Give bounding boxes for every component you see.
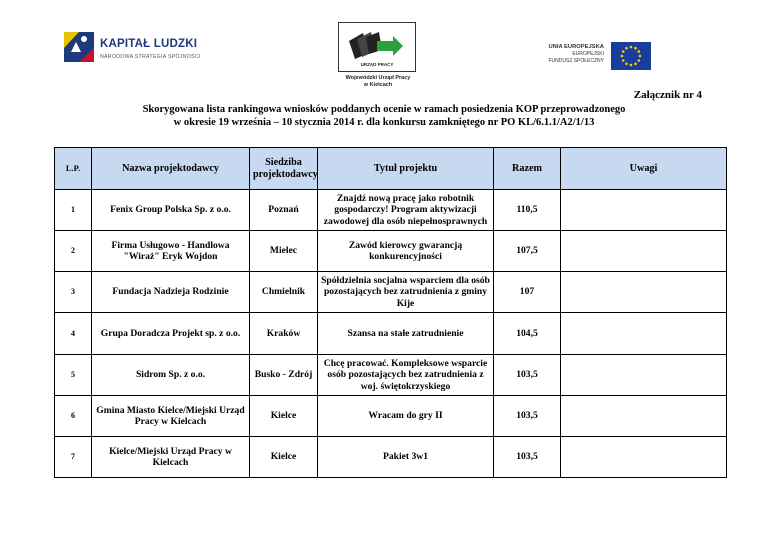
cell-notes	[561, 231, 727, 272]
table-row	[55, 437, 727, 478]
cell-project: Spółdzielnia socjalna wsparciem dla osób pozostających bez zatrudnienia z gminy Kije	[318, 272, 494, 313]
cell-name: Fenix Group Polska Sp. z o.o.	[92, 190, 250, 231]
cell-name: Gmina Miasto Kielce/Miejski Urząd Pracy w Kielcach	[92, 396, 250, 437]
table-row	[55, 190, 727, 231]
eu-flag-icon	[611, 42, 651, 70]
cell-project: Wracam do gry II	[318, 396, 494, 437]
cell-lp: 7	[55, 437, 92, 478]
header-notes: Uwagi	[561, 148, 727, 190]
header-project: Tytuł projektu	[318, 148, 494, 190]
kapital-ludzki-emblem-icon	[62, 28, 96, 72]
ue-line2: EUROPEJSKI	[572, 51, 604, 57]
cell-name: Fundacja Nadzieja Rodzinie	[92, 272, 250, 313]
document-title-line2: w okresie 19 września – 10 stycznia 2014 r. dla konkursu zamkniętego nr PO KL/6.1.1/A2/1/13	[173, 117, 595, 128]
header-lp: L.P.	[55, 148, 92, 190]
cell-lp: 2	[55, 231, 92, 272]
table-header-row	[55, 148, 727, 190]
cell-project: Chcę pracować. Kompleksowe wsparcie osób pozostających bez zatrudnienia z woj. świętokrzyskiego	[318, 355, 494, 396]
cell-notes	[561, 355, 727, 396]
cell-notes	[561, 437, 727, 478]
wup-logo	[338, 22, 416, 72]
table-row	[55, 313, 727, 355]
cell-project: Szansa na stałe zatrudnienie	[318, 313, 494, 355]
table-row	[55, 355, 727, 396]
cell-lp: 5	[55, 355, 92, 396]
kapital-ludzki-subtitle: NARODOWA STRATEGIA SPÓJNOŚCI	[100, 54, 201, 60]
document-title-line1: Skorygowana lista rankingowa wniosków poddanych ocenie w ramach posiedzenia KOP przeprowadzonego	[142, 104, 626, 115]
cell-total: 103,5	[494, 396, 561, 437]
cell-lp: 6	[55, 396, 92, 437]
cell-seat: Kraków	[250, 313, 318, 355]
table-row	[55, 396, 727, 437]
cell-notes	[561, 272, 727, 313]
annex-label: Załącznik nr 4	[633, 89, 702, 101]
cell-total: 107	[494, 272, 561, 313]
cell-seat: Poznań	[250, 190, 318, 231]
cell-seat: Chmielnik	[250, 272, 318, 313]
cell-notes	[561, 396, 727, 437]
wup-box-text: URZĄD PRACY	[360, 62, 394, 67]
header-seat: Siedziba projektodawcy	[250, 148, 318, 190]
cell-name: Grupa Doradcza Projekt sp. z o.o.	[92, 313, 250, 355]
cell-total: 107,5	[494, 231, 561, 272]
wup-caption-line2: w Kielcach	[363, 82, 393, 88]
cell-total: 103,5	[494, 437, 561, 478]
header-name: Nazwa projektodawcy	[92, 148, 250, 190]
cell-lp: 1	[55, 190, 92, 231]
ue-line3: FUNDUSZ SPOŁECZNY	[548, 57, 604, 64]
ue-line1: UNIA EUROPEJSKA	[548, 44, 604, 50]
kapital-ludzki-logo	[62, 28, 202, 74]
ranking-table	[54, 147, 727, 478]
cell-name: Kielce/Miejski Urząd Pracy w Kielcach	[92, 437, 250, 478]
table-row	[55, 272, 727, 313]
ue-logo	[540, 42, 650, 74]
cell-project: Zawód kierowcy gwarancją konkurencyjności	[318, 231, 494, 272]
cell-project: Znajdź nową pracę jako robotnik gospodarczy! Program aktywizacji zawodowej dla osób niepełnosprawnych	[318, 190, 494, 231]
cell-total: 104,5	[494, 313, 561, 355]
cell-name: Sidrom Sp. z o.o.	[92, 355, 250, 396]
cell-seat: Kielce	[250, 396, 318, 437]
cell-notes	[561, 190, 727, 231]
kapital-ludzki-title: KAPITAŁ LUDZKI	[100, 38, 198, 50]
cell-seat: Busko - Zdrój	[250, 355, 318, 396]
cell-seat: Kielce	[250, 437, 318, 478]
cell-lp: 4	[55, 313, 92, 355]
header-total: Razem	[494, 148, 561, 190]
cell-project: Pakiet 3w1	[318, 437, 494, 478]
cell-name: Firma Usługowo - Handlowa "Wiraż" Eryk Wojdon	[92, 231, 250, 272]
wup-emblem-icon	[339, 23, 415, 71]
cell-total: 110,5	[494, 190, 561, 231]
wup-caption-line1: Wojewódzki Urząd Pracy	[345, 75, 411, 81]
cell-lp: 3	[55, 272, 92, 313]
wup-caption	[330, 75, 426, 89]
cell-notes	[561, 313, 727, 355]
cell-seat: Mielec	[250, 231, 318, 272]
cell-total: 103,5	[494, 355, 561, 396]
table-row	[55, 231, 727, 272]
